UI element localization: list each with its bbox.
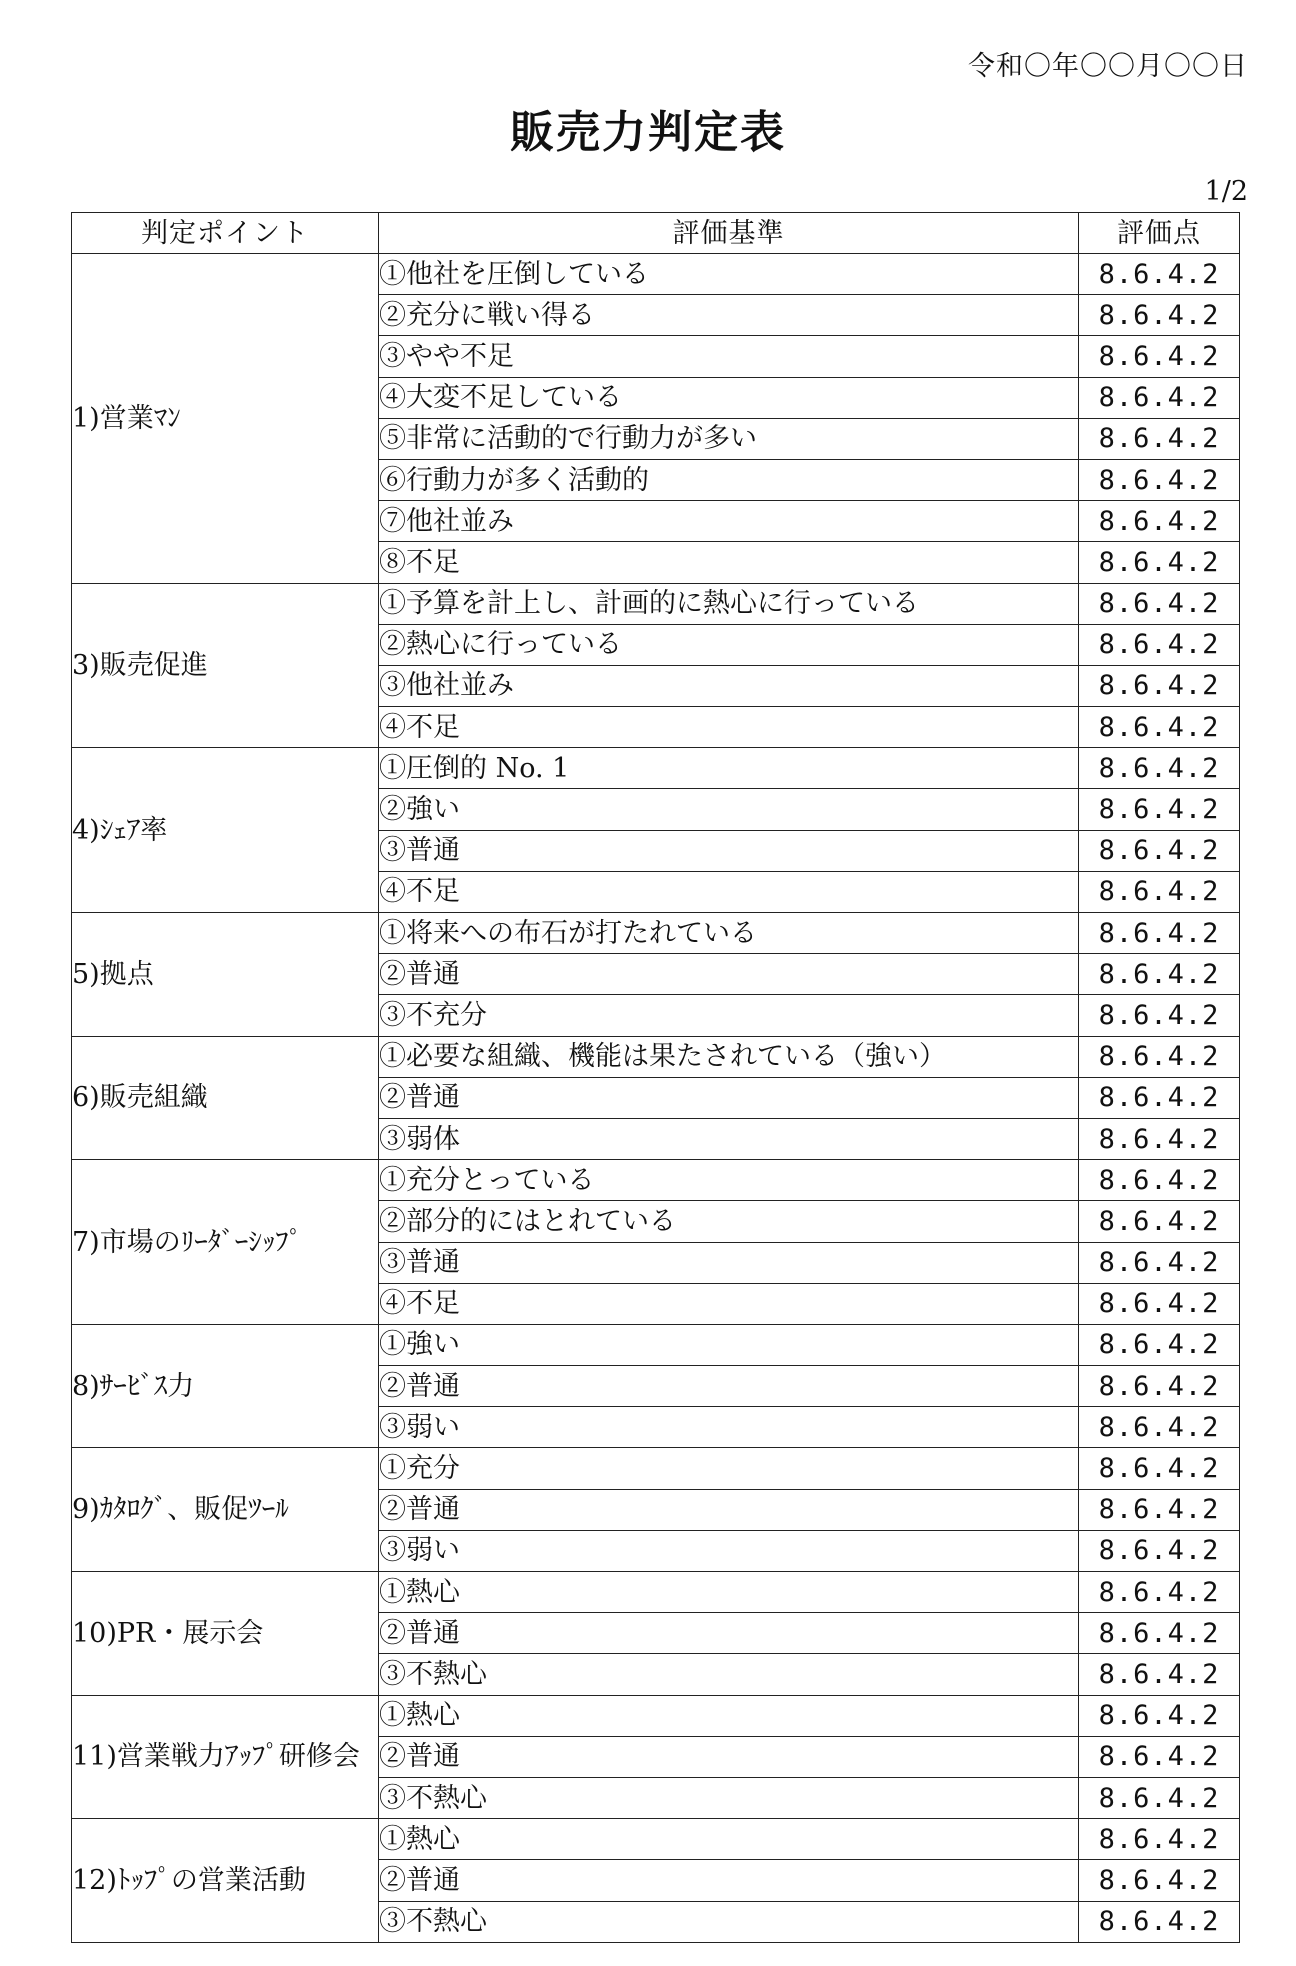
evaluation-table	[71, 212, 1240, 1943]
criterion-cell: ⑥行動力が多く活動的	[379, 459, 1079, 500]
criterion-cell: ②普通	[379, 954, 1079, 995]
criterion-cell: ①充分とっている	[379, 1160, 1079, 1201]
judgment-point-cell: 6)販売組織	[72, 1036, 379, 1160]
table-row	[72, 1160, 1240, 1201]
score-cell: 8.6.4.2	[1079, 707, 1240, 748]
criterion-cell: ②普通	[379, 1077, 1079, 1118]
criterion-cell: ①熱心	[379, 1572, 1079, 1613]
score-cell: 8.6.4.2	[1079, 1160, 1240, 1201]
score-cell: 8.6.4.2	[1079, 1489, 1240, 1530]
score-cell: 8.6.4.2	[1079, 1736, 1240, 1777]
score-cell: 8.6.4.2	[1079, 1572, 1240, 1613]
criterion-cell: ③不熱心	[379, 1901, 1079, 1942]
criterion-cell: ②充分に戦い得る	[379, 295, 1079, 336]
judgment-point-cell: 9)ｶﾀﾛｸﾞ、販促ﾂｰﾙ	[72, 1448, 379, 1572]
criterion-cell: ②普通	[379, 1613, 1079, 1654]
score-cell: 8.6.4.2	[1079, 1860, 1240, 1901]
score-cell: 8.6.4.2	[1079, 1201, 1240, 1242]
table-row	[72, 1324, 1240, 1365]
score-cell: 8.6.4.2	[1079, 501, 1240, 542]
criterion-cell: ①圧倒的 No. 1	[379, 748, 1079, 789]
score-cell: 8.6.4.2	[1079, 789, 1240, 830]
criterion-cell: ②強い	[379, 789, 1079, 830]
score-cell: 8.6.4.2	[1079, 459, 1240, 500]
table-row	[72, 913, 1240, 954]
criterion-cell: ①他社を圧倒している	[379, 254, 1079, 295]
table-row	[72, 1572, 1240, 1613]
table-row	[72, 1819, 1240, 1860]
score-cell: 8.6.4.2	[1079, 542, 1240, 583]
criterion-cell: ③普通	[379, 1242, 1079, 1283]
table-row	[72, 1448, 1240, 1489]
criterion-cell: ①必要な組織、機能は果たされている（強い）	[379, 1036, 1079, 1077]
score-cell: 8.6.4.2	[1079, 1901, 1240, 1942]
score-cell: 8.6.4.2	[1079, 336, 1240, 377]
score-cell: 8.6.4.2	[1079, 1407, 1240, 1448]
criterion-cell: ①熱心	[379, 1695, 1079, 1736]
table-body	[72, 254, 1240, 1943]
criterion-cell: ③不熱心	[379, 1654, 1079, 1695]
criterion-cell: ①熱心	[379, 1819, 1079, 1860]
criterion-cell: ④不足	[379, 707, 1079, 748]
score-cell: 8.6.4.2	[1079, 583, 1240, 624]
judgment-point-cell: 8)ｻｰﾋﾞｽ力	[72, 1324, 379, 1448]
score-cell: 8.6.4.2	[1079, 1242, 1240, 1283]
criterion-cell: ①強い	[379, 1324, 1079, 1365]
criterion-cell: ③弱い	[379, 1407, 1079, 1448]
criterion-cell: ③やや不足	[379, 336, 1079, 377]
criterion-cell: ②部分的にはとれている	[379, 1201, 1079, 1242]
table-row	[72, 583, 1240, 624]
criterion-cell: ⑤非常に活動的で行動力が多い	[379, 418, 1079, 459]
criterion-cell: ④大変不足している	[379, 377, 1079, 418]
score-cell: 8.6.4.2	[1079, 1777, 1240, 1818]
column-header-criteria: 評価基準	[379, 213, 1079, 254]
score-cell: 8.6.4.2	[1079, 995, 1240, 1036]
table-row	[72, 254, 1240, 295]
score-cell: 8.6.4.2	[1079, 954, 1240, 995]
criterion-cell: ②普通	[379, 1489, 1079, 1530]
criterion-cell: ②普通	[379, 1860, 1079, 1901]
score-cell: 8.6.4.2	[1079, 830, 1240, 871]
criterion-cell: ③普通	[379, 830, 1079, 871]
table-row	[72, 748, 1240, 789]
judgment-point-cell: 11)営業戦力ｱｯﾌﾟ研修会	[72, 1695, 379, 1819]
judgment-point-cell: 7)市場のﾘｰﾀﾞｰｼｯﾌﾟ	[72, 1160, 379, 1325]
criterion-cell: ④不足	[379, 1283, 1079, 1324]
judgment-point-cell: 5)拠点	[72, 913, 379, 1037]
criterion-cell: ②熱心に行っている	[379, 624, 1079, 665]
criterion-cell: ④不足	[379, 871, 1079, 912]
score-cell: 8.6.4.2	[1079, 624, 1240, 665]
score-cell: 8.6.4.2	[1079, 1324, 1240, 1365]
criterion-cell: ①予算を計上し、計画的に熱心に行っている	[379, 583, 1079, 624]
score-cell: 8.6.4.2	[1079, 1118, 1240, 1159]
criterion-cell: ⑦他社並み	[379, 501, 1079, 542]
criterion-cell: ③不熱心	[379, 1777, 1079, 1818]
score-cell: 8.6.4.2	[1079, 418, 1240, 459]
criterion-cell: ⑧不足	[379, 542, 1079, 583]
score-cell: 8.6.4.2	[1079, 871, 1240, 912]
score-cell: 8.6.4.2	[1079, 1036, 1240, 1077]
score-cell: 8.6.4.2	[1079, 1654, 1240, 1695]
score-cell: 8.6.4.2	[1079, 1613, 1240, 1654]
score-cell: 8.6.4.2	[1079, 1695, 1240, 1736]
criterion-cell: ③他社並み	[379, 665, 1079, 706]
judgment-point-cell: 3)販売促進	[72, 583, 379, 748]
score-cell: 8.6.4.2	[1079, 913, 1240, 954]
judgment-point-cell: 10)PR・展示会	[72, 1572, 379, 1696]
table-row	[72, 1695, 1240, 1736]
criterion-cell: ①充分	[379, 1448, 1079, 1489]
page-title: 販売力判定表	[510, 107, 786, 158]
header-row	[72, 213, 1240, 254]
score-cell: 8.6.4.2	[1079, 1530, 1240, 1571]
score-cell: 8.6.4.2	[1079, 295, 1240, 336]
score-cell: 8.6.4.2	[1079, 1077, 1240, 1118]
score-cell: 8.6.4.2	[1079, 1283, 1240, 1324]
score-cell: 8.6.4.2	[1079, 1366, 1240, 1407]
criterion-cell: ②普通	[379, 1366, 1079, 1407]
judgment-point-cell: 12)ﾄｯﾌﾟの営業活動	[72, 1819, 379, 1943]
document-date: 令和〇年〇〇月〇〇日	[968, 51, 1248, 82]
page-number: 1/2	[1204, 176, 1248, 207]
judgment-point-cell: 4)ｼｪｱ率	[72, 748, 379, 913]
column-header-score: 評価点	[1079, 213, 1240, 254]
criterion-cell: ①将来への布石が打たれている	[379, 913, 1079, 954]
score-cell: 8.6.4.2	[1079, 665, 1240, 706]
score-cell: 8.6.4.2	[1079, 254, 1240, 295]
score-cell: 8.6.4.2	[1079, 748, 1240, 789]
criterion-cell: ③不充分	[379, 995, 1079, 1036]
score-cell: 8.6.4.2	[1079, 1448, 1240, 1489]
criterion-cell: ③弱い	[379, 1530, 1079, 1571]
criterion-cell: ③弱体	[379, 1118, 1079, 1159]
column-header-point: 判定ポイント	[72, 213, 379, 254]
judgment-point-cell: 1)営業ﾏﾝ	[72, 254, 379, 584]
table-row	[72, 1036, 1240, 1077]
score-cell: 8.6.4.2	[1079, 377, 1240, 418]
score-cell: 8.6.4.2	[1079, 1819, 1240, 1860]
criterion-cell: ②普通	[379, 1736, 1079, 1777]
